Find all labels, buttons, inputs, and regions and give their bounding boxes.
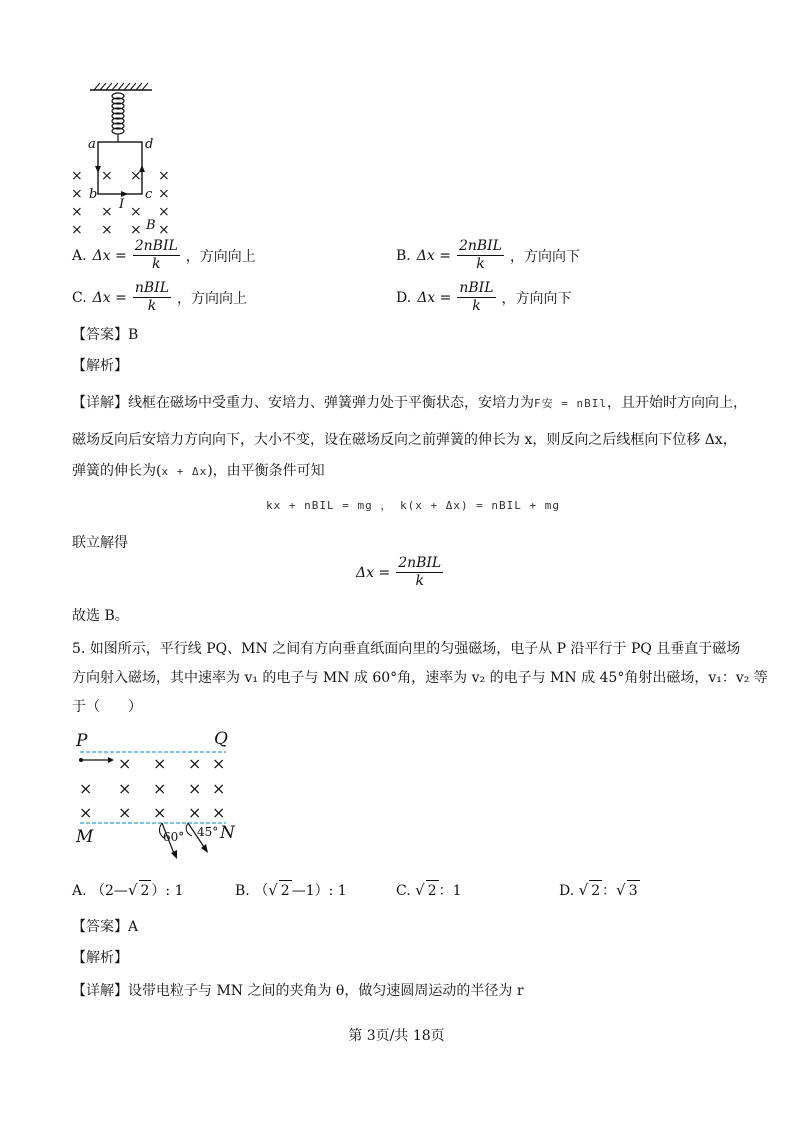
fraction-denominator: k bbox=[472, 298, 481, 314]
sqrt-radicand: 2 bbox=[139, 880, 152, 901]
option-letter: C. bbox=[72, 289, 87, 306]
option-lhs: Δx = bbox=[417, 289, 452, 306]
option-fraction bbox=[457, 238, 504, 273]
detail-tag: 【详解】 bbox=[72, 983, 128, 999]
sqrt-symbol: √ bbox=[127, 881, 138, 899]
joint-solve-text: 联立解得 bbox=[72, 535, 128, 551]
answer-tag: 【答案】 bbox=[72, 327, 128, 343]
cross-mark: × bbox=[130, 222, 142, 238]
cross-mark: × bbox=[130, 168, 142, 184]
option-text: ： bbox=[602, 883, 617, 899]
label-current-I: I bbox=[119, 197, 125, 212]
cross-mark: × bbox=[188, 803, 202, 822]
label-d: d bbox=[145, 137, 154, 152]
detail-tag: 【详解】 bbox=[72, 395, 128, 411]
cross-mark: × bbox=[212, 779, 226, 798]
option-letter: B. bbox=[396, 247, 411, 264]
cross-mark: × bbox=[79, 779, 93, 798]
option-b[interactable] bbox=[396, 238, 580, 273]
cross-mark: × bbox=[130, 204, 142, 220]
label-M: M bbox=[76, 827, 94, 847]
detail-text: 线框在磁场中受重力、安培力、弹簧弹力处于平衡状态，安培力为 bbox=[128, 395, 534, 411]
fraction-denominator: k bbox=[147, 298, 157, 314]
option-letter: C. bbox=[396, 883, 411, 899]
option-c[interactable] bbox=[72, 280, 247, 315]
cross-mark: × bbox=[212, 803, 226, 822]
cross-mark: × bbox=[71, 168, 83, 184]
cross-mark: × bbox=[153, 754, 167, 773]
q5-option-a[interactable] bbox=[72, 880, 184, 901]
fraction-numerator: 2nBIL bbox=[398, 555, 442, 571]
option-text: ：1 bbox=[438, 883, 462, 899]
label-field-B: B bbox=[146, 218, 156, 233]
cross-mark: × bbox=[158, 222, 170, 238]
option-text: （2— bbox=[91, 883, 128, 899]
sqrt-radicand: 2 bbox=[426, 880, 439, 901]
option-direction: ，方向向上 bbox=[185, 248, 256, 265]
sqrt-radicand: 2 bbox=[589, 880, 602, 901]
result-formula bbox=[356, 555, 443, 590]
cross-mark: × bbox=[118, 803, 132, 822]
detail-line-1 bbox=[72, 393, 747, 414]
detail-text: 设带电粒子与 MN 之间的夹角为 θ，做匀速圆周运动的半径为 r bbox=[128, 983, 524, 999]
option-letter: D. bbox=[396, 289, 412, 306]
cross-mark: × bbox=[188, 754, 202, 773]
detail-text: 弹簧的伸长为( bbox=[72, 463, 162, 479]
cross-mark: × bbox=[71, 204, 83, 220]
sqrt-symbol: √ bbox=[415, 881, 425, 899]
detail-line-3 bbox=[72, 461, 325, 482]
option-d[interactable] bbox=[396, 280, 572, 315]
result-fraction bbox=[396, 555, 443, 590]
option-a[interactable] bbox=[72, 238, 256, 273]
sqrt-symbol: √ bbox=[616, 881, 626, 899]
option-letter: D. bbox=[559, 883, 575, 899]
fraction-denominator: k bbox=[476, 256, 485, 272]
answer-line-q5 bbox=[72, 917, 138, 937]
fraction-denominator: k bbox=[415, 573, 424, 589]
option-direction: ，方向向下 bbox=[509, 248, 580, 265]
cross-mark: × bbox=[71, 186, 83, 202]
answer-value: A bbox=[128, 919, 139, 935]
option-fraction bbox=[133, 238, 180, 273]
analysis-tag-q5: 【解析】 bbox=[72, 950, 128, 966]
q5-option-d[interactable] bbox=[559, 880, 640, 901]
label-c: c bbox=[145, 187, 153, 202]
cross-mark: × bbox=[71, 222, 83, 238]
ampere-force-formula: F安 = nBIl bbox=[534, 397, 607, 410]
q5-stem-line-2: 方向射入磁场，其中速率为 v₁ 的电子与 MN 成 60°角，速率为 v₂ 的电子与 MN 成 45°角射出磁场，v₁：v₂ 等 bbox=[72, 670, 768, 686]
cross-mark: × bbox=[158, 204, 170, 220]
angle-60-label: 60° bbox=[163, 830, 185, 844]
option-letter: B. bbox=[235, 883, 250, 899]
label-N: N bbox=[220, 823, 235, 843]
option-lhs: Δx = bbox=[416, 247, 451, 264]
option-fraction bbox=[133, 280, 171, 315]
cross-mark: × bbox=[118, 779, 132, 798]
option-lhs: Δx = bbox=[92, 289, 127, 306]
cross-mark: × bbox=[188, 779, 202, 798]
cross-mark: × bbox=[158, 186, 170, 202]
q5-option-b[interactable] bbox=[235, 880, 347, 901]
option-text: ）: 1 bbox=[151, 883, 184, 899]
cross-mark: × bbox=[101, 204, 113, 220]
cross-mark: × bbox=[153, 779, 167, 798]
cross-mark: × bbox=[158, 168, 170, 184]
sqrt-symbol: √ bbox=[268, 881, 278, 899]
extension-formula: x + Δx bbox=[161, 465, 208, 478]
option-direction: ，方向向下 bbox=[501, 290, 572, 307]
conclusion-q4: 故选 B。 bbox=[72, 608, 129, 624]
equilibrium-equations: kx + nBIL = mg ， k(x + Δx) = nBIL + mg bbox=[266, 499, 561, 512]
label-Q: Q bbox=[214, 729, 228, 749]
cross-mark: × bbox=[101, 222, 113, 238]
detail-line-2: 磁场反向后安培力方向向下，大小不变，设在磁场反向之前弹簧的伸长为 x，则反向之后线框向下位移 Δx， bbox=[72, 432, 737, 448]
option-text: —1）: 1 bbox=[291, 883, 347, 899]
page-footer: 第 3页/共 18页 bbox=[348, 1028, 445, 1044]
sqrt-symbol: √ bbox=[578, 881, 589, 899]
label-b: b bbox=[89, 187, 98, 202]
option-lhs: Δx = bbox=[92, 247, 127, 264]
fraction-denominator: k bbox=[152, 256, 161, 272]
option-text: （ bbox=[254, 883, 269, 899]
spring-coil-figure bbox=[66, 82, 246, 242]
fraction-numerator: 2nBIL bbox=[134, 238, 178, 254]
q5-option-c[interactable] bbox=[396, 880, 462, 901]
option-letter: A. bbox=[72, 247, 87, 264]
label-a: a bbox=[88, 137, 96, 152]
fraction-numerator: nBIL bbox=[134, 280, 169, 296]
label-P: P bbox=[76, 731, 88, 751]
cross-mark: × bbox=[153, 803, 167, 822]
q5-stem-line-1: 5. 如图所示，平行线 PQ、MN 之间有方向垂直纸面向里的匀强磁场，电子从 P 沿平行于 PQ 且垂直于磁场 bbox=[72, 641, 741, 657]
cross-mark: × bbox=[79, 803, 93, 822]
result-lhs: Δx = bbox=[356, 564, 391, 581]
answer-value: B bbox=[128, 327, 139, 343]
option-direction: ，方向向上 bbox=[177, 290, 247, 307]
option-fraction bbox=[457, 280, 495, 315]
q5-detail-line bbox=[72, 981, 524, 1001]
analysis-tag-q4: 【解析】 bbox=[72, 358, 128, 374]
cross-mark: × bbox=[118, 754, 132, 773]
fraction-numerator: 2nBIL bbox=[458, 238, 502, 254]
option-letter: A. bbox=[72, 883, 87, 899]
angle-45-label: 45° bbox=[197, 825, 219, 839]
sqrt-radicand: 2 bbox=[279, 880, 292, 901]
cross-mark: × bbox=[212, 754, 226, 773]
answer-tag: 【答案】 bbox=[72, 919, 128, 935]
detail-text: ，且开始时方向向上， bbox=[606, 395, 747, 411]
cross-mark: × bbox=[101, 168, 113, 184]
sqrt-radicand: 3 bbox=[627, 880, 640, 901]
detail-text: )，由平衡条件可知 bbox=[207, 463, 325, 479]
fraction-numerator: nBIL bbox=[459, 280, 494, 296]
answer-line-q4 bbox=[72, 325, 138, 345]
q5-stem-line-3: 于（ ） bbox=[72, 699, 142, 715]
